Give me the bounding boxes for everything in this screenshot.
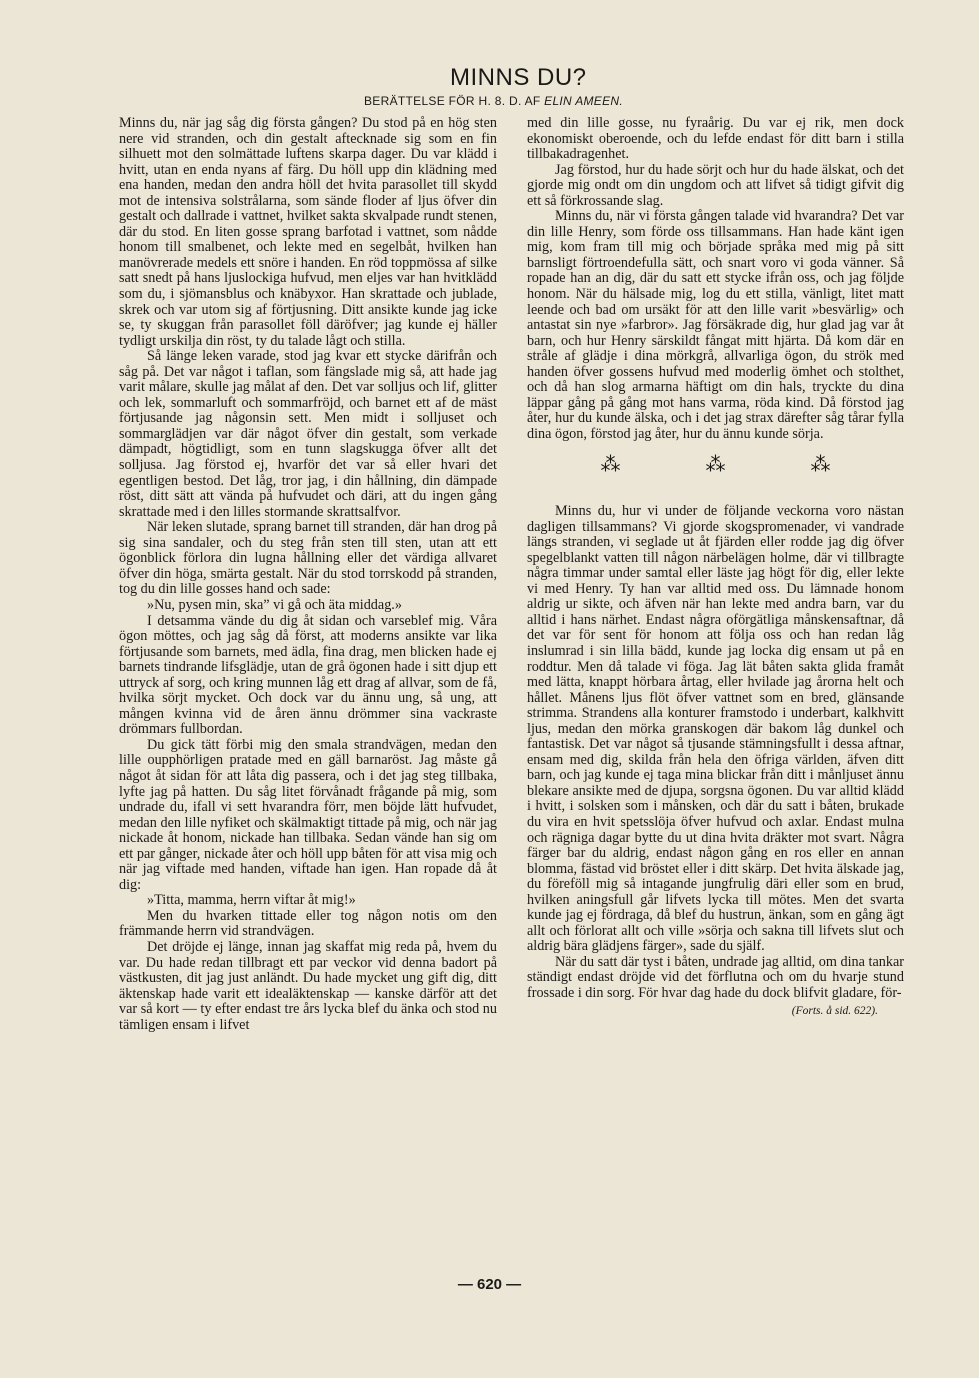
right-column: [527, 116, 904, 1019]
paragraph: Jag förstod, hur du hade sörjt och hur du hade älskat, och det gjorde mig ondt om din ungdom och att lifvet så tidigt gifvit dig ett så förkrossande slag.: [527, 161, 904, 209]
page-number: — 620 —: [457, 1276, 522, 1293]
paragraph: När leken slutade, sprang barnet till stranden, där han drog på sig sina sandaler, och du steg från sten till sten, utan att ett ögonblick förlora din lugna hållning eller det värdiga allvaret öfver din höga, smärta gestalt. När du stod torrskodd på stranden, tog du din lille gosses hand och sade:: [119, 519, 497, 598]
paragraph: Så länge leken varade, stod jag kvar ett stycke därifrån och såg på. Det var något i taflan, som fängslade mig så, att hade jag varit målare, skulle jag målat af den. Det var solljus och lif, glitter och lek, sommarluft och sommarfröjd, och barnet ett af de mäst förtjusande jag någonsin sett. Men midt i solljuset och sommarglädjen var där något öfver din gestalt, som verkade dämpadt, högtidligt, som en tunn slagskugga öfver allt det solljusa. Jag förstod ej, hvarför det var så eller hvari det egentligen bestod. Det låg, tror jag, i din hållning, din dämpade röst, ditt sätt att vända på hufvudet och däri, att du ingen gång skrattade med i den lilles stormande skrattsalfvor.: [119, 348, 497, 520]
section-divider: ⁂ ⁂ ⁂: [600, 454, 871, 477]
continuation-note: (Forts. å sid. 622).: [791, 1004, 878, 1017]
paragraph: I detsamma vände du dig åt sidan och varseblef mig. Våra ögon möttes, och jag såg då först, att moderns ansikte var lika förtjusande som barnets, med ädla, fina drag, men blicken hade ej barnets tindrande lifsglädje, utan de grå ögonen hade i sitt djup ett uttryck af sorg, och kring munnen låg ett drag af allvar, som de få, hvilka sörjt mycket. Och dock var du ännu ung, så ung, att mången kvinna vid de åren ännu drömmer sina vackraste drömmars fullbordan.: [119, 612, 497, 738]
subtitle-prefix: BERÄTTELSE FÖR H. 8. D. AF: [364, 94, 545, 108]
paragraph: När du satt där tyst i båten, undrade jag alltid, om dina tankar ständigt endast dröjde vid det förflutna och om du hvarje stund frossade i din sorg. För hvar dag hade du dock blifvit gladare, för-: [527, 953, 904, 1001]
paragraph: Du gick tätt förbi mig den smala strandvägen, medan den lille oupphörligen pratade med en gäll barnaröst. Jag måste gå något åt sidan för att låta dig passera, och i det jag steg tillbaka, lyfte jag på hatten. Du såg litet förvånadt frågande på mig, som undrade du, ifall vi sett hvarandra förr, men böjde lätt hufvudet, medan den lille nyfiket och skälmaktigt tittade på mig, och när jag nickade åt honom, nickade han tillbaka. Sedan vände han sig om ett par gånger, nickade åter och höll upp båten för att visa mig och när jag viftade med handen, viftade han igen. Han ropade då åt dig:: [119, 736, 497, 893]
paragraph: Men du hvarken tittade eller tog någon notis om den främmande herrn vid strandvägen.: [119, 907, 497, 940]
story-title: MINNS DU?: [450, 64, 587, 91]
paragraph: Det dröjde ej länge, innan jag skaffat mig reda på, hvem du var. Du hade redan tillbragt ett par veckor vid denna badort på västkusten, dit jag just anländt. Du hade mycket ung gift dig, ditt äktenskap hade varit ett idealäktenskap — kanske därför att det var så kort — ty efter endast tre års lycka blef du änka och stod nu tämligen ensam i lifvet: [119, 938, 497, 1033]
author-name: ELIN AMEEN.: [544, 94, 624, 108]
paragraph: »Nu, pysen min, ska” vi gå och äta middag.»: [147, 596, 402, 613]
left-column: [119, 116, 497, 1033]
paragraph: med din lille gosse, nu fyraårig. Du var ej rik, men dock ekonomiskt oberoende, och du lefde endast för ditt barn i stilla tillbakadragenhet.: [527, 115, 904, 163]
story-subtitle: [364, 94, 623, 108]
paragraph: Minns du, när jag såg dig första gången? Du stod på en hög sten nere vid stranden, och din gestalt aftecknade sig som en fin silhuett mot den solmättade luftens skarpa dager. Du var klädd i hvitt, utan en enda nyans af färg. Du höll upp din klädning med ena handen, medan den andra höll det hvita parasollet till skydd mot de intensiva solstrålarna, som sände floder af ljus öfver din gestalt och dallrade i vattnet, hvilket sakta skvalpade rundt stenen, där du stod. En liten gosse sprang barfotad i vattnet, som nådde honom till smalbenet, och lekte med en segelbåt, hvilken han manövrerade medels ett snöre i handen. En röd toppmössa af silke satt snedt på hans ljuslockiga hufvud, men eljes var han hvitklädd som du, i sjömansblus och knäbyxor. Han skrattade och jublade, skrek och var utom sig af förtjusning. Ditt ansikte kunde jag icke se, ty skuggan från parasollet föll däröfver; jag kunde ej häller tydligt urskilja din röst, ty du talade lågt och stilla.: [119, 115, 497, 349]
paragraph: »Titta, mamma, herrn viftar åt mig!»: [147, 892, 356, 909]
paragraph: Minns du, hur vi under de följande veckorna voro nästan dagligen tillsammans? Vi gjorde skogspromenader, vi vandrade längs stranden, vi seglade ut åt fjärden eller rodde jag dig öfver spegelblankt vatten till någon närbelägen holme, där vi tillbragte några timmar under samtal eller läste jag högt för dig, eller lekte vi med Henry. Ty han var alltid med oss. Du lämnade honom aldrig ur sikte, och äfven när han lekte med andra barn, var du alltid i hans närhet. Endast några oförgätliga månskensaftnar, då det var för sent för honom att följa oss och han redan låg inslumrad i sin lilla bädd, kunde jag locka dig ensam ut på en roddtur. Men då talade vi föga. Jag lät båten sakta glida framåt med lätta, knappt hörbara årtag, eller hvilade jag årorna helt och hållet. Månens ljus flöt öfver vattnet som en bred, glänsande strimma. Strandens alla konturer framstodo i underbart, kalkhvitt ljus, medan den mörka granskogen där bakom låg dunkel och fantastisk. Det var något så tjusande stämningsfullt i dessa aftnar, ensam med dig, skilda från hela den öfriga världen, äfven ditt barn, och jag kunde ej taga mina blickar från ditt i månljuset ännu blekare ansikte med de djupa, sorgsna ögonen. Du var alltid klädd i hvitt, i solsken som i månsken, och där du satt i båten, brukade du vira en hvit spetsslöja öfver hufvud och axlar. Endast mulna och rägniga dagar bytte du ut dina hvita dräkter mot svart. Några färger bar du aldrig, endast någon gång en ros eller en annan blomma, fästad vid bröstet eller i ditt skärp. Det hvita älskade jag, du föreföll mig så intagande jungfrulig däri eller som en brud, hvilken aningsfull går lifvets lycka till mötes. Men det svarta kunde jag ej fördraga, då blef du hustrun, änkan, som en gång ägt allt och förlorat allt och ville »sörja och sakna till lifvets slut och aldrig bära glädjens färger», sade du själf.: [527, 503, 904, 955]
paragraph: Minns du, när vi första gången talade vid hvarandra? Det var din lille Henry, som förde oss tillsammans. Han hade känt igen mig, kom fram till mig och började språka med mig på sitt barnsligt förtroendefulla sätt, och snart voro vi goda vänner. Så ropade han an dig, där du satt ett stycke ifrån oss, och jag följde honom. När du hälsade mig, log du ett stilla, vänligt, litet matt leende och bad om ursäkt för att den lille varit »besvärlig» och antastat sin nye »farbror». Jag försäkrade dig, hur glad jag var åt barn, och hur Henry särskildt fångat mitt hjärta. Då kom där en stråle af glädje i dina mörkgrå, allvarliga ögon, du strök med handen öfver gossens hufvud med moderlig ömhet och stolthet, och då han slog armarna häftigt om din hals, tryckte du dina läppar gång på gång mot hans varma, röda kind. Då förstod jag åter, hur du kunde älska, och i det jag strax därefter såg tårar fylla dina ögon, förstod jag åter, hur du ännu kunde sörja.: [527, 208, 904, 442]
